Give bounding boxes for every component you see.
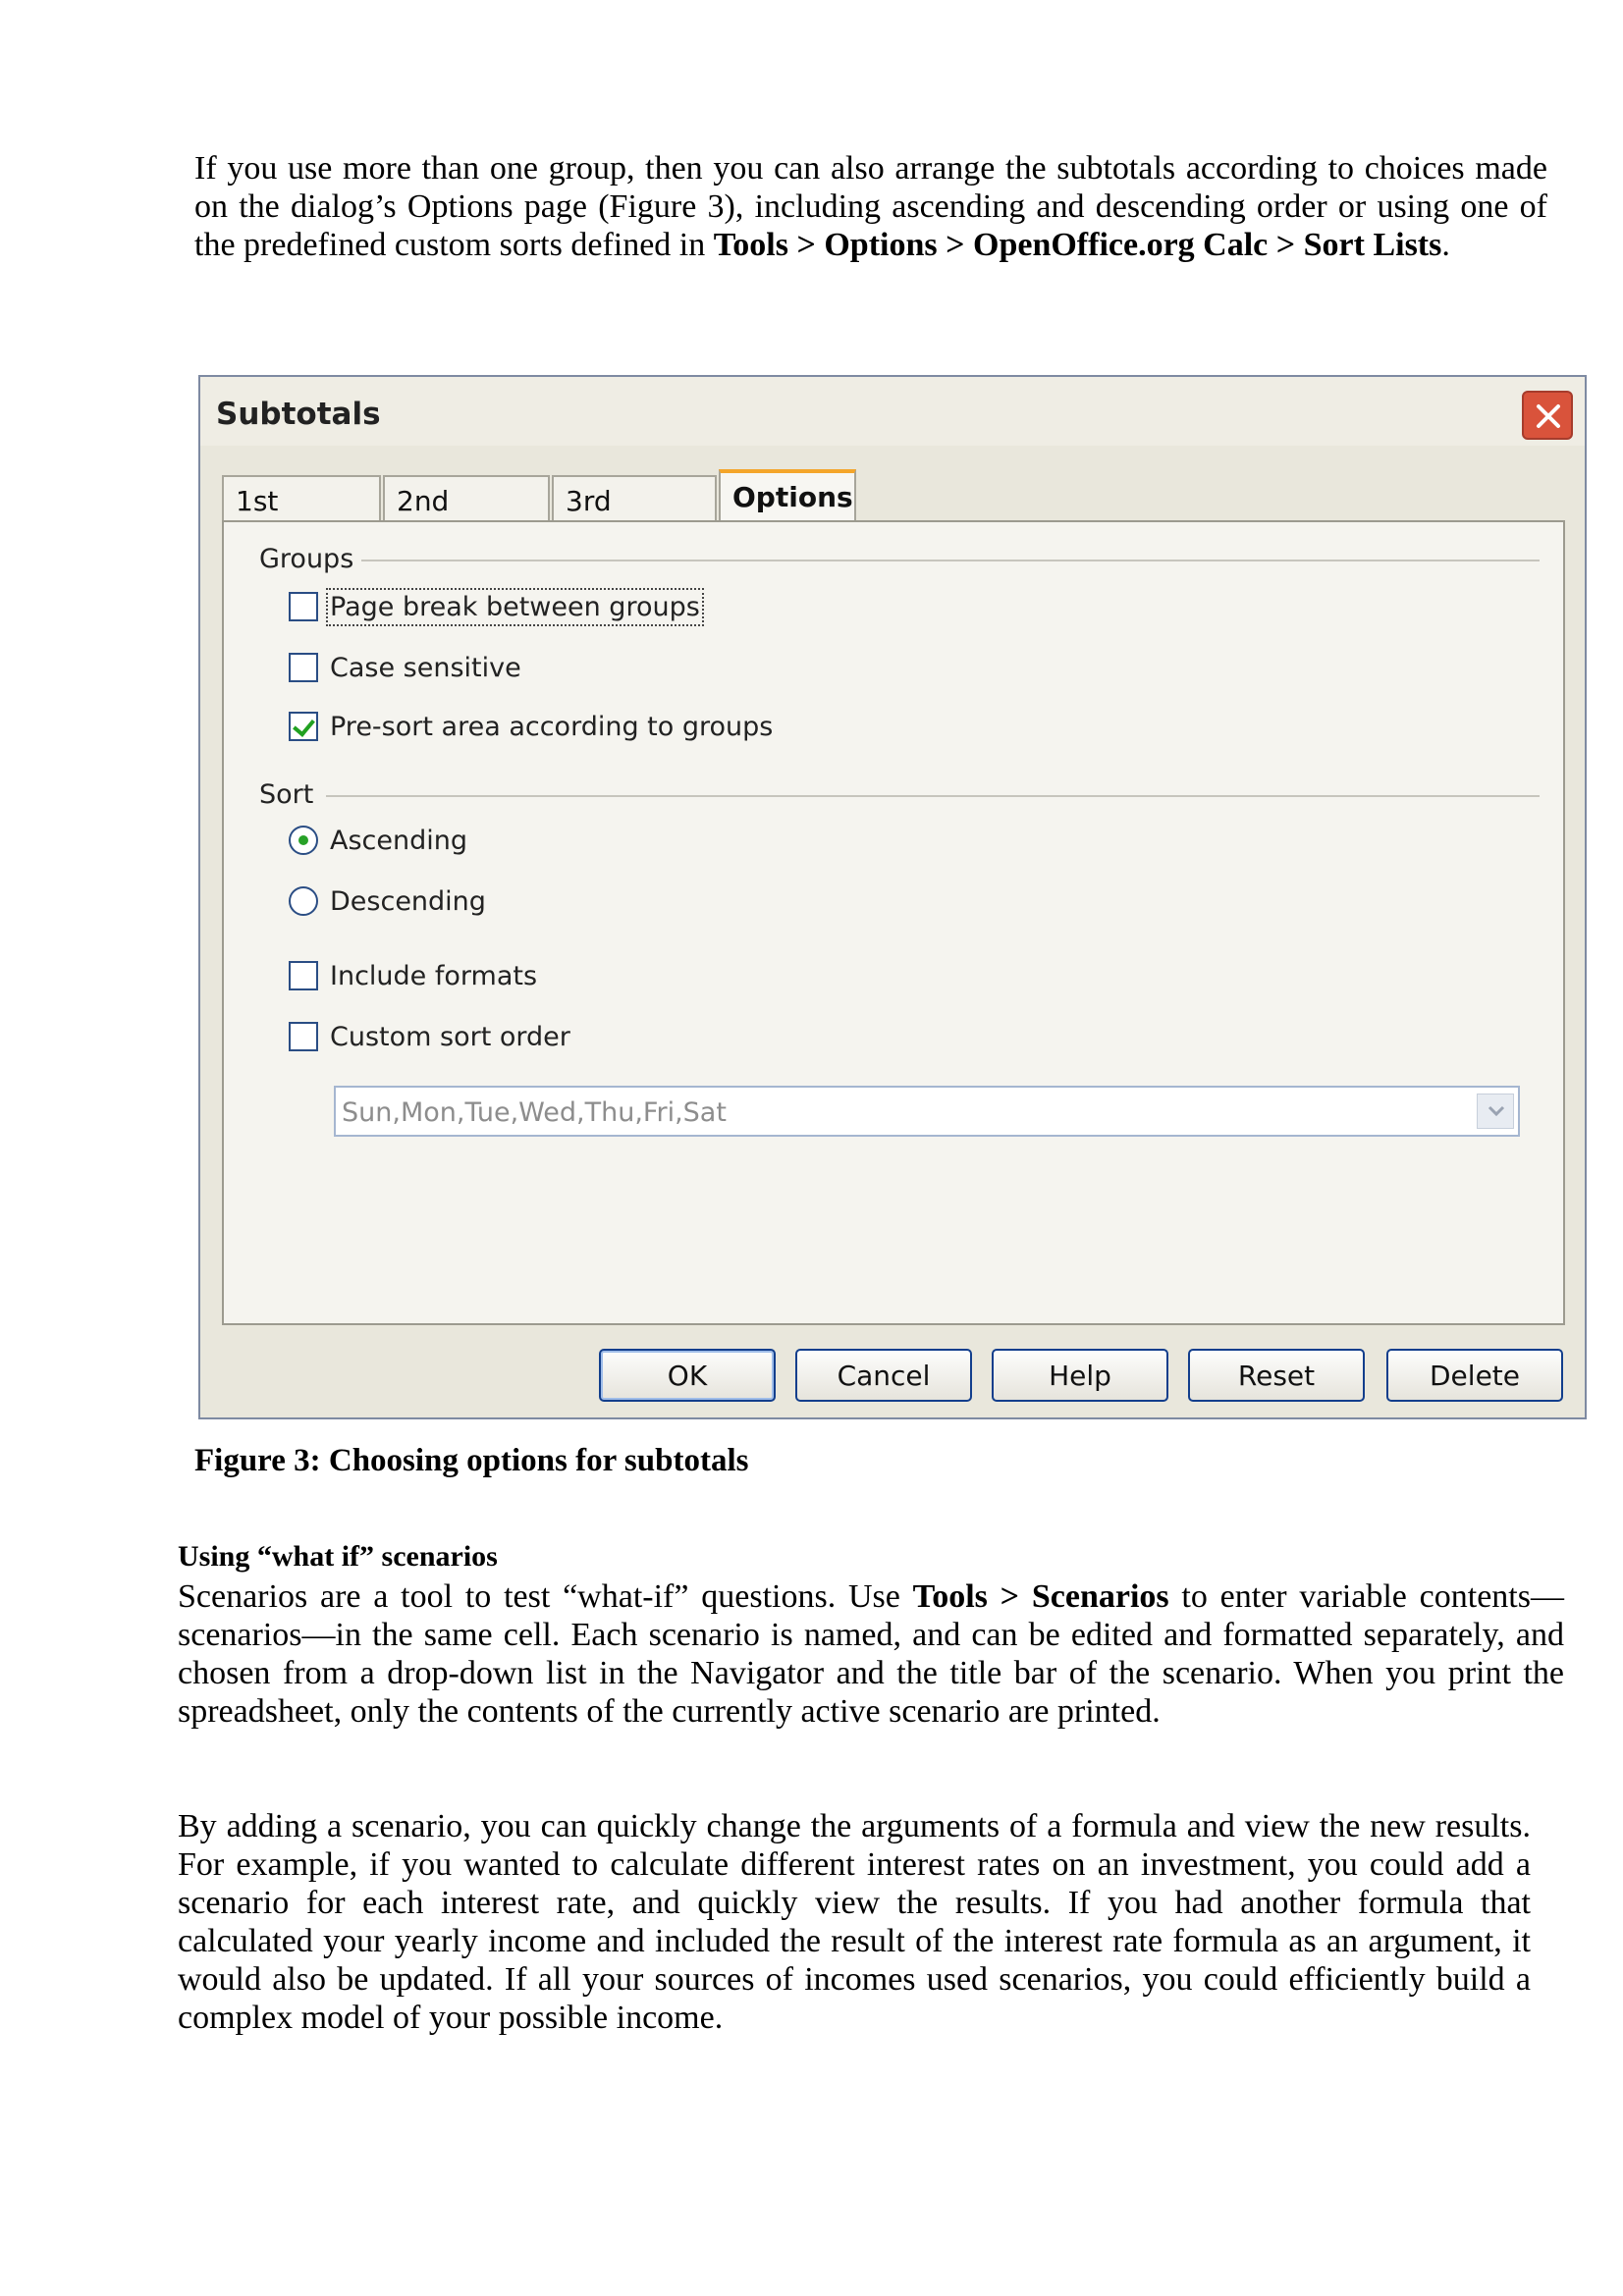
include-formats-option[interactable] [289, 958, 537, 993]
sort-label: Sort [259, 779, 314, 810]
delete-button[interactable]: Delete [1386, 1349, 1563, 1402]
tab-3rd-group[interactable]: 3rd [552, 475, 717, 520]
presort-option[interactable] [289, 709, 773, 744]
chevron-down-icon [1488, 1105, 1505, 1117]
dropdown-button[interactable] [1477, 1094, 1514, 1129]
groups-divider [361, 560, 1540, 561]
ok-button[interactable]: OK [599, 1349, 776, 1402]
para2-text-b: to enter variable contents—scenarios—in the same cell. Each scenario is named, and can be edited and formatted separately, and chosen from a drop-down list in the Navigator and the title bar of the scenario. When you print the spreadsheet, only the contents of the currently active scenario are printed. [178, 1578, 1564, 1730]
descending-label: Descending [330, 885, 486, 917]
custom-sort-value: Sun,Mon,Tue,Wed,Thu,Fri,Sat [342, 1097, 727, 1128]
options-panel [222, 520, 1565, 1325]
adding-scenario-paragraph: By adding a scenario, you can quickly change the arguments of a formula and view the new results. For example, if you wanted to calculate different interest rates on an investment, you could add a scenario for each interest rate, and quickly view the results. If you had another formula that calculated your yearly income and included the result of the interest rate formula as an argument, it would also be updated. If all your sources of incomes used scenarios, you could efficiently build a complex model of your possible income. [178, 1808, 1531, 2036]
intro-menu-path: Tools > Options > OpenOffice.org Calc > Sort Lists [713, 227, 1442, 263]
intro-paragraph [194, 149, 1547, 264]
custom-sort-option[interactable] [289, 1019, 570, 1054]
subtotals-dialog [198, 375, 1587, 1419]
para2-text-a: Scenarios are a tool to test “what-if” questions. Use [178, 1578, 913, 1615]
presort-checkbox[interactable] [289, 712, 318, 741]
tab-options[interactable]: Options [719, 469, 856, 522]
page-break-option[interactable] [289, 589, 700, 624]
help-button[interactable]: Help [992, 1349, 1168, 1402]
cancel-button[interactable]: Cancel [795, 1349, 972, 1402]
include-formats-label: Include formats [330, 960, 538, 991]
case-sensitive-label: Case sensitive [330, 652, 521, 683]
para2-menu-path: Tools > Scenarios [912, 1578, 1169, 1615]
custom-sort-select[interactable] [334, 1086, 1520, 1137]
custom-sort-label: Custom sort order [330, 1021, 570, 1052]
intro-text-b: . [1441, 227, 1450, 263]
presort-label: Pre-sort area according to groups [330, 711, 774, 742]
include-formats-checkbox[interactable] [289, 961, 318, 990]
figure-caption: Figure 3: Choosing options for subtotals [194, 1443, 749, 1478]
ascending-label: Ascending [330, 825, 467, 856]
tab-1st-group[interactable]: 1st [222, 475, 381, 520]
intro-text-a: If you use more than one group, then you can also arrange the subtotals according to choices made on the dialog’s Options page (Figure 3), including ascending and descending order or using one of the predefined custom sorts defined in [194, 150, 1547, 263]
page-break-checkbox[interactable] [289, 592, 318, 621]
case-sensitive-option[interactable] [289, 650, 521, 685]
dialog-title: Subtotals [216, 397, 381, 432]
custom-sort-checkbox[interactable] [289, 1022, 318, 1051]
case-sensitive-checkbox[interactable] [289, 653, 318, 682]
page-break-label: Page break between groups [330, 591, 700, 622]
close-icon [1535, 402, 1562, 430]
sort-divider [326, 795, 1540, 797]
dialog-titlebar [200, 377, 1585, 446]
scenarios-paragraph [178, 1577, 1564, 1731]
section-heading: Using “what if” scenarios [178, 1540, 498, 1573]
tab-2nd-group[interactable]: 2nd [383, 475, 550, 520]
close-button[interactable] [1522, 391, 1573, 440]
groups-label: Groups [259, 544, 354, 574]
descending-radio[interactable] [289, 886, 318, 916]
ascending-radio[interactable] [289, 826, 318, 855]
descending-option[interactable] [289, 883, 486, 919]
ascending-option[interactable] [289, 823, 467, 858]
reset-button[interactable]: Reset [1188, 1349, 1365, 1402]
